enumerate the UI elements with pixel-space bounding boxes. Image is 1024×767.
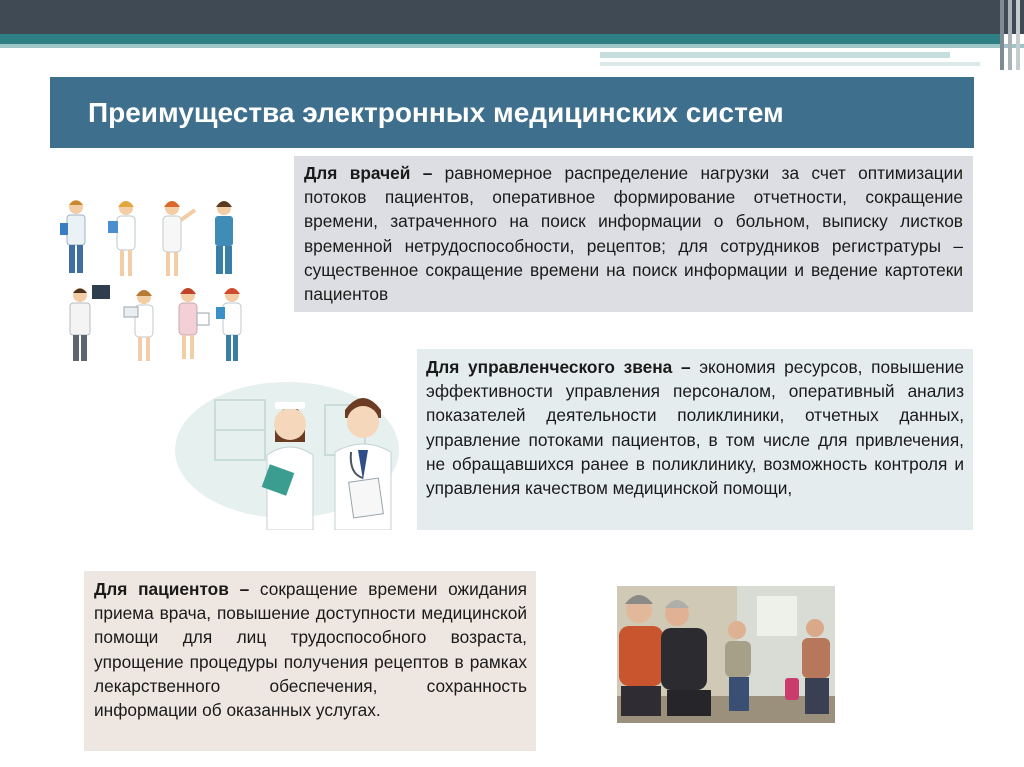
nurse-figure [216,288,241,361]
block-text: сокращение времени ожидания приема врача, повышение доступности медицинской помощи для лиц трудоспособного возраста, упрощение процедуры получения рецептов в рамках лекарственного обеспечения, сохранность информации об оказанных услугах. [94,579,527,721]
edge-line [1016,0,1020,70]
patients-block [84,571,536,751]
nurse-figure [108,201,135,276]
header-teal-stripe [0,34,1000,44]
nurse-figure [179,288,209,359]
header-accent-line [600,52,950,58]
header-accent-line-2 [600,62,980,66]
block-heading: Для пациентов – [94,579,250,599]
bag [785,678,799,700]
doctors-block [294,156,973,312]
edge-line [1008,0,1012,70]
slide-title: Преимущества электронных медицинских систем [88,97,784,128]
header-dark-bar [0,0,1024,34]
block-text: равномерное распределение нагрузки за счет оптимизации потоков пациентов, оперативное формирование отчетности, сокращение времени, затраченного на поиск информации о больном, выписку листков временной нетрудоспособности, рецептов; для сотрудников регистратуры – существенное сокращение времени на поиск информации и ведение картотеки пациентов [304,163,963,305]
nurse-figure [124,290,153,361]
nurse-doctor-illustration [175,380,410,530]
management-block [417,349,973,530]
medical-staff-illustration [48,195,253,367]
nurse-figure [215,201,233,274]
block-text: экономия ресурсов, повышение эффективности управления персоналом, оперативный анализ показателей деятельности поликлиники, отчетных данных, управление потоками пациентов, в том числе для привлечения, не обращавшихся ранее в поликлинику, возможность контроля и управления качеством медицинской помощи, [426,357,964,499]
doctor-figure [70,285,110,361]
nurse-figure [163,201,195,276]
doctor-figure [60,200,85,273]
edge-line [1000,0,1004,70]
header-light-stripe [0,44,1024,48]
waiting-room-photo [617,586,835,723]
title-band [50,77,974,148]
block-heading: Для управленческого звена – [426,357,691,377]
block-heading: Для врачей – [304,163,433,183]
